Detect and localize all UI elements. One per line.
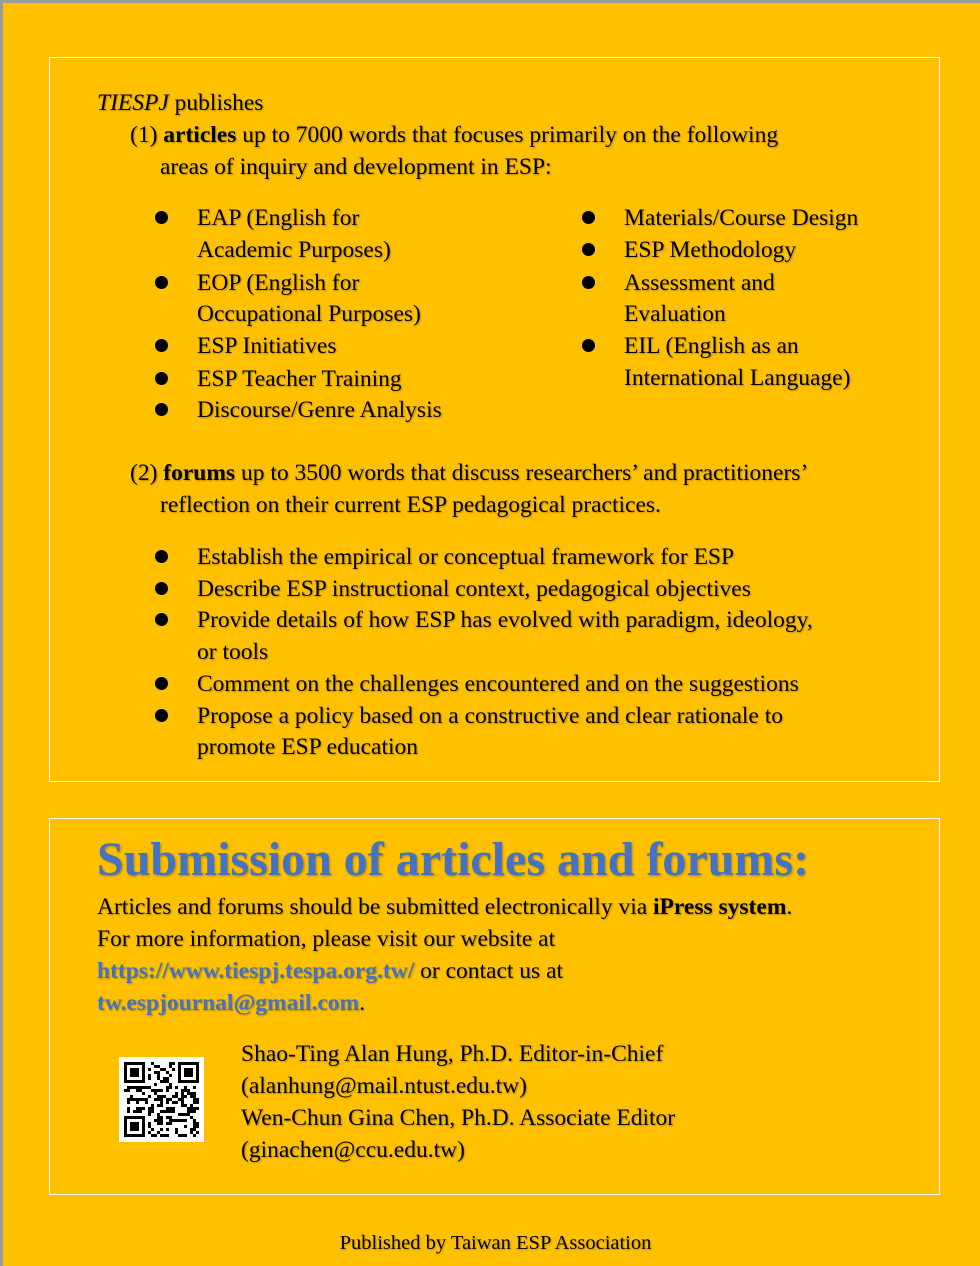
bullet xyxy=(582,276,595,289)
list-item: ESP Teacher Training xyxy=(197,366,402,392)
bullet xyxy=(582,243,595,256)
list-item: Academic Purposes) xyxy=(197,237,391,263)
submission-heading: Submission of articles and forums: xyxy=(97,833,810,886)
bullet xyxy=(582,339,595,352)
list-item: promote ESP education xyxy=(197,734,419,760)
email-period: . xyxy=(359,990,365,1016)
list-item: Propose a policy based on a constructive and clear rationale to xyxy=(197,703,783,729)
list-item: EOP (English for xyxy=(197,270,360,296)
bullet xyxy=(582,211,595,224)
articles-number: (1) xyxy=(130,122,158,148)
list-item: Assessment and xyxy=(624,270,775,296)
intro-line xyxy=(97,87,263,119)
submission-text: Articles and forums should be submitted electronically via xyxy=(97,894,648,920)
forums-desc-line2: reflection on their current ESP pedagogical practices. xyxy=(160,492,661,518)
bullet xyxy=(155,339,168,352)
list-item: Evaluation xyxy=(624,301,726,327)
contact-text: or contact us at xyxy=(420,958,564,984)
forums-number: (2) xyxy=(130,460,158,486)
bullet xyxy=(155,613,168,626)
submission-line3 xyxy=(97,955,563,987)
list-item: Establish the empirical or conceptual framework for ESP xyxy=(197,544,735,570)
list-item: EAP (English for xyxy=(197,205,360,231)
intro-publishes: publishes xyxy=(174,90,264,116)
ipress-system-label: iPress system xyxy=(653,894,787,920)
bullet xyxy=(155,709,168,722)
forums-label: forums xyxy=(163,460,236,486)
editor-email: (alanhung@mail.ntust.edu.tw) xyxy=(241,1073,527,1099)
bullet xyxy=(155,550,168,563)
list-item: ESP Initiatives xyxy=(197,333,337,359)
articles-heading-line xyxy=(130,119,778,151)
editor-name: Shao-Ting Alan Hung, Ph.D. Editor-in-Chief xyxy=(241,1041,664,1067)
list-item: Provide details of how ESP has evolved with paradigm, ideology, xyxy=(197,607,813,633)
submission-period: . xyxy=(786,894,793,920)
articles-label: articles xyxy=(163,122,237,148)
list-item: Materials/Course Design xyxy=(624,205,859,231)
list-item: International Language) xyxy=(624,365,851,391)
footer-publisher: Published by Taiwan ESP Association xyxy=(339,1232,652,1254)
bullet xyxy=(155,582,168,595)
list-item: Occupational Purposes) xyxy=(197,301,421,327)
list-item: Discourse/Genre Analysis xyxy=(197,397,442,423)
submission-line1 xyxy=(97,891,792,923)
qr-code-graphic xyxy=(119,1057,204,1142)
forums-desc-line1: up to 3500 words that discuss researchers’ and practitioners’ xyxy=(240,460,809,486)
list-item: or tools xyxy=(197,639,269,665)
articles-desc-line1: up to 7000 words that focuses primarily on the following xyxy=(242,122,779,148)
qr-code-icon xyxy=(119,1057,204,1142)
bullet xyxy=(155,403,168,416)
editor-email: (ginachen@ccu.edu.tw) xyxy=(241,1137,465,1163)
submission-line2: For more information, please visit our website at xyxy=(97,926,556,952)
bullet xyxy=(155,372,168,385)
bullet xyxy=(155,211,168,224)
list-item: Describe ESP instructional context, pedagogical objectives xyxy=(197,576,751,602)
forums-heading-line xyxy=(130,457,808,489)
submission-line4 xyxy=(97,987,365,1019)
list-item: EIL (English as an xyxy=(624,333,799,359)
list-item: Comment on the challenges encountered and on the suggestions xyxy=(197,671,799,697)
bullet xyxy=(155,276,168,289)
editor-name: Wen-Chun Gina Chen, Ph.D. Associate Editor xyxy=(241,1105,676,1131)
website-link[interactable]: https://www.tiespj.tespa.org.tw/ xyxy=(97,958,415,984)
journal-name: TIESPJ xyxy=(97,90,169,116)
list-item: ESP Methodology xyxy=(624,237,797,263)
articles-desc-line2: areas of inquiry and development in ESP: xyxy=(160,154,552,180)
email-link[interactable]: tw.espjournal@gmail.com xyxy=(97,990,360,1016)
bullet xyxy=(155,677,168,690)
